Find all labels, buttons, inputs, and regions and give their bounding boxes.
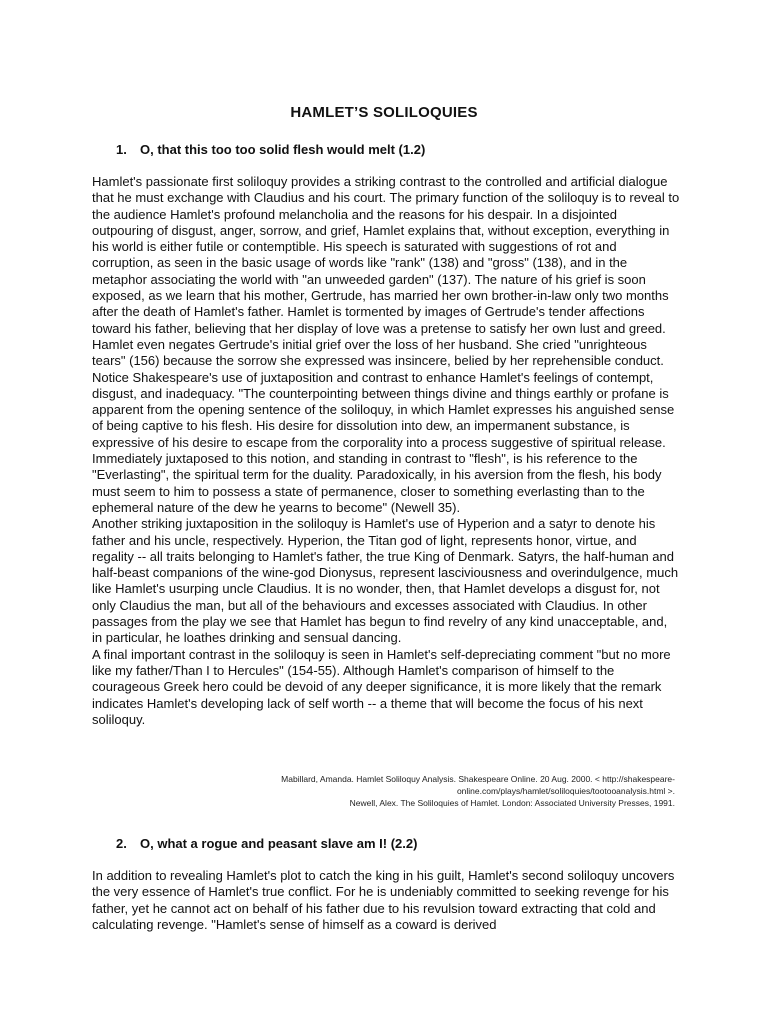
section-title: O, that this too too solid flesh would melt (1.2) [140,142,426,157]
section-1-heading [116,142,425,157]
section-2-heading [116,836,417,851]
paragraph: Notice Shakespeare's use of juxtaposition and contrast to enhance Hamlet's feelings of contempt, disgust, and inadequacy. "The counterpointing between things divine and things earthly or profane is apparent from the opening sentence of the soliloquy, in which Hamlet expresses his anguished sense of being captive to his flesh. His desire for dissolution into dew, an impermanent substance, is expressive of his desire to escape from the corporality into a process suggestive of spiritual release. Immediately juxtaposed to this notion, and standing in contrast to "flesh", is his reference to the "Everlasting", the spiritual term for the duality. Paradoxically, in his aversion from the flesh, his body must seem to him to possess a state of permanence, closer to something everlasting than to the ephemeral nature of the dew he yearns to become" (Newell 35). [92,369,675,515]
page-title: HAMLET’S SOLILOQUIES [290,104,478,121]
section-title: O, what a rogue and peasant slave am I! (2.2) [140,836,418,851]
paragraph: A final important contrast in the soliloquy is seen in Hamlet's self-depreciating comment "but no more like my father/Than I to Hercules" (154-55). Although Hamlet's comparison of himself to the courageous Greek hero could be devoid of any deeper significance, it is more likely that the remark indicates Hamlet's developing lack of self worth -- a theme that will become the focus of his next soliloquy. [92,646,671,727]
reference-line: Mabillard, Amanda. Hamlet Soliloquy Analysis. Shakespeare Online. 20 Aug. 2000. < http://shakespeare- [281,774,675,784]
section-1-body [92,174,680,728]
section-number: 1. [116,142,127,157]
section-number: 2. [116,836,127,851]
references [92,773,675,809]
reference-line: online.com/plays/hamlet/soliloquies/tootooanalysis.html >. [456,786,675,796]
paragraph: In addition to revealing Hamlet's plot to catch the king in his guilt, Hamlet's second soliloquy uncovers the very essence of Hamlet's true conflict. For he is undeniably committed to seeking revenge for his father, yet he cannot act on behalf of his father due to his revulsion toward extracting that cold and calculating revenge. "Hamlet's sense of himself as a coward is derived [92,868,675,932]
section-2-body [92,868,680,933]
paragraph: Hamlet's passionate first soliloquy provides a striking contrast to the controlled and artificial dialogue that he must exchange with Claudius and his court. The primary function of the soliloquy is to reveal to the audience Hamlet's profound melancholia and the reasons for his despair. In a disjointed outpouring of disgust, anger, sorrow, and grief, Hamlet explains that, without exception, everything in his world is either futile or contemptible. His speech is saturated with suggestions of rot and corruption, as seen in the basic usage of words like "rank" (138) and "gross" (138), and in the metaphor associating the world with "an unweeded garden" (137). The nature of his grief is soon exposed, as we learn that his mother, Gertrude, has married her own brother-in-law only two months after the death of Hamlet's father. Hamlet is tormented by images of Gertrude's tender affections toward his father, believing that her display of love was a pretense to satisfy her own lust and greed. Hamlet even negates Gertrude's initial grief over the loss of her husband. She cried "unrighteous tears" (156) because the sorrow she expressed was insincere, belied by her reprehensible conduct. [92,174,680,369]
reference-line: Newell, Alex. The Soliloquies of Hamlet. London: Associated University Presses, 1991. [349,798,675,808]
paragraph: Another striking juxtaposition in the soliloquy is Hamlet's use of Hyperion and a satyr to denote his father and his uncle, respectively. Hyperion, the Titan god of light, represents honor, virtue, and regality -- all traits belonging to Hamlet's father, the true King of Denmark. Satyrs, the half-human and half-beast companions of the wine-god Dionysus, represent lasciviousness and overindulgence, much like Hamlet's usurping uncle Claudius. It is no wonder, then, that Hamlet develops a disgust for, not only Claudius the man, but all of the behaviours and excesses associated with Claudius. In other passages from the play we see that Hamlet has begun to find revelry of any kind unacceptable, and, in particular, he loathes drinking and sensual dancing. [92,516,679,646]
